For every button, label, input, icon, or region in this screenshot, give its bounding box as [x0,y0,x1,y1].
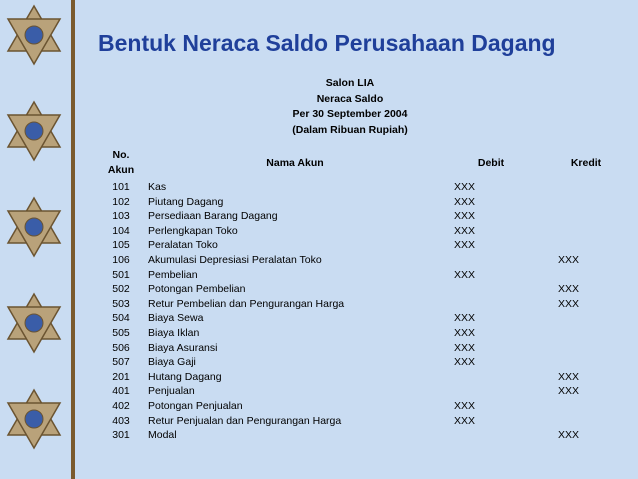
kredit-cell [534,341,638,356]
debit-cell: XXX [454,268,476,281]
debit-cell [448,384,534,399]
debit-cell: XXX [454,239,476,252]
account-number: 101 [112,181,130,193]
kredit-cell [534,399,638,414]
debit-cell: XXX [454,399,476,412]
account-name: Potongan Penjualan [148,399,243,412]
kredit-cell: XXX [558,385,580,398]
kredit-cell [534,311,638,326]
debit-cell: XXX [454,181,476,193]
account-name: Biaya Sewa [148,312,204,325]
kredit-cell [534,414,638,429]
debit-cell [448,428,534,443]
debit-cell: XXX [454,414,476,427]
table-row [100,428,638,443]
account-name: Piutang Dagang [148,195,224,208]
table-row [100,370,638,385]
account-name: Perlengkapan Toko [148,224,238,237]
star-of-david-icon [3,292,65,354]
kredit-cell [534,238,638,253]
column-header-debit: Debit [477,156,505,169]
star-of-david-icon [3,196,65,258]
debit-cell [448,253,534,268]
account-number: 104 [112,224,130,237]
table-row [100,180,638,195]
kredit-cell [534,355,638,370]
table-row [100,282,638,297]
account-number: 503 [112,297,130,310]
table-row [100,209,638,224]
debit-cell [448,370,534,385]
decorative-sidebar [0,0,66,479]
account-number: 201 [112,370,130,383]
account-number: 506 [112,341,130,354]
account-number: 402 [112,399,130,412]
column-header-no: No. Akun [107,149,135,176]
debit-cell [448,297,534,312]
table-header-row [100,146,638,180]
account-number: 401 [112,385,130,398]
table-row [100,311,638,326]
debit-cell: XXX [454,326,476,339]
account-number: 505 [112,326,130,339]
account-number: 103 [112,210,130,223]
debit-cell: XXX [454,210,476,223]
account-name: Peralatan Toko [148,239,218,252]
debit-cell [448,282,534,297]
kredit-cell [534,326,638,341]
company-name: Salon LIA [325,77,375,89]
account-name: Biaya Gaji [148,356,196,369]
account-number: 501 [112,268,130,281]
account-number: 403 [112,414,130,427]
account-name: Pembelian [148,268,198,281]
kredit-cell: XXX [558,370,580,383]
account-name: Biaya Asuransi [148,341,218,354]
debit-cell: XXX [454,195,476,208]
account-number: 502 [112,283,130,296]
debit-cell: XXX [454,224,476,237]
account-name: Potongan Pembelian [148,283,246,296]
kredit-cell: XXX [558,253,580,266]
account-name: Biaya Iklan [148,326,200,339]
table-row [100,399,638,414]
account-number: 105 [112,239,130,252]
table-row [100,326,638,341]
account-number: 507 [112,356,130,369]
star-of-david-icon [3,4,65,66]
table-row [100,297,638,312]
table-row [100,341,638,356]
kredit-cell [534,268,638,283]
kredit-cell [534,195,638,210]
account-name: Modal [148,429,177,442]
kredit-cell [534,209,638,224]
account-name: Persediaan Barang Dagang [148,210,278,223]
kredit-cell: XXX [558,429,580,442]
star-of-david-icon [3,100,65,162]
slide-title: Bentuk Neraca Saldo Perusahaan Dagang [98,30,556,56]
kredit-cell [534,180,638,195]
kredit-cell [534,224,638,239]
table-row [100,238,638,253]
kredit-cell: XXX [558,283,580,296]
report-header [250,76,450,138]
report-unit: (Dalam Ribuan Rupiah) [292,123,408,136]
column-header-name: Nama Akun [266,156,324,169]
report-name: Neraca Saldo [316,92,384,105]
vertical-divider [71,0,75,479]
account-name: Retur Penjualan dan Pengurangan Harga [148,414,342,427]
table-row [100,355,638,370]
table-row [100,253,638,268]
table-row [100,195,638,210]
table-row [100,268,638,283]
column-header-kredit: Kredit [570,156,602,169]
account-number: 504 [112,312,130,325]
trial-balance-table [100,146,638,443]
star-of-david-icon [3,388,65,450]
account-number: 102 [112,195,130,208]
account-name: Kas [148,181,167,193]
table-row [100,414,638,429]
account-name: Hutang Dagang [148,370,222,383]
account-number: 301 [112,429,130,442]
account-name: Akumulasi Depresiasi Peralatan Toko [148,253,322,266]
report-date: Per 30 September 2004 [292,108,408,120]
kredit-cell: XXX [558,297,580,310]
table-row [100,384,638,399]
debit-cell: XXX [454,312,476,325]
debit-cell: XXX [454,341,476,354]
account-name: Penjualan [148,385,195,398]
account-name: Retur Pembelian dan Pengurangan Harga [148,297,345,310]
account-number: 106 [112,253,130,266]
debit-cell: XXX [454,356,476,369]
table-row [100,224,638,239]
